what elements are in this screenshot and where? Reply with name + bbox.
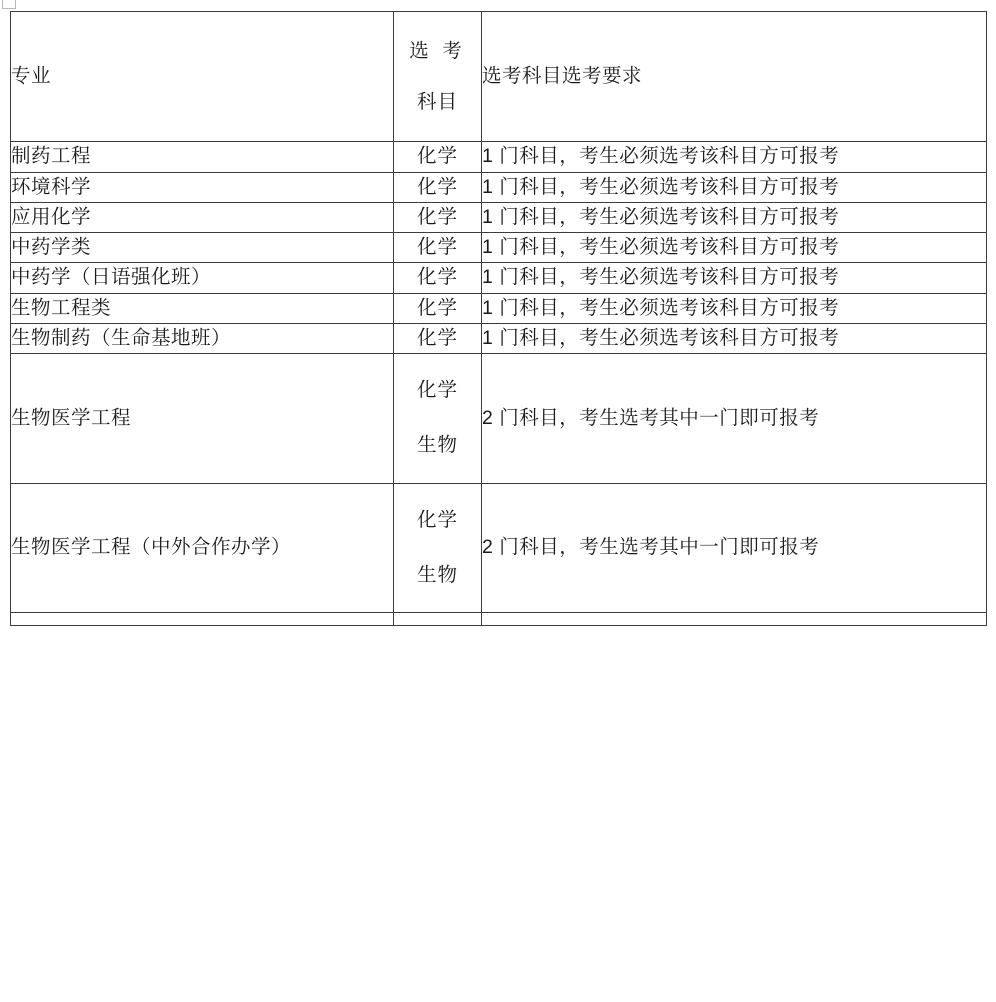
subject-line: 化学 <box>416 266 458 289</box>
cell-subject <box>394 142 482 172</box>
cell-subject <box>394 263 482 293</box>
cell-major: 生物医学工程 <box>11 354 394 484</box>
cell-requirement: 2 门科目，考生选考其中一门即可报考 <box>482 483 987 613</box>
header-cell-major: 专业 <box>11 12 394 142</box>
table-row <box>11 293 987 323</box>
subject-line: 生物 <box>416 434 458 457</box>
header-cell-subject <box>394 12 482 142</box>
table-row <box>11 142 987 172</box>
cell-major: 中药学（日语强化班） <box>11 263 394 293</box>
table-row <box>11 263 987 293</box>
scan-artifact-mark <box>2 0 16 9</box>
subject-line: 化学 <box>416 175 458 198</box>
cell-major: 应用化学 <box>11 202 394 232</box>
cell-subject <box>394 233 482 263</box>
subject-line: 化学 <box>416 145 458 168</box>
header-subject-line-2: 科目 <box>416 90 458 113</box>
cell-requirement: 1 门科目，考生必须选考该科目方可报考 <box>482 172 987 202</box>
cell-major: 中药学类 <box>11 233 394 263</box>
cell-subject <box>394 202 482 232</box>
cell-major: 生物医学工程（中外合作办学） <box>11 483 394 613</box>
subject-line: 化学 <box>416 326 458 349</box>
table-row <box>11 233 987 263</box>
cell-requirement: 1 门科目，考生必须选考该科目方可报考 <box>482 293 987 323</box>
cell-requirement: 1 门科目，考生必须选考该科目方可报考 <box>482 142 987 172</box>
header-subject-line-1: 选 考 <box>409 40 466 63</box>
header-cell-requirement: 选考科目选考要求 <box>482 12 987 142</box>
table-row <box>11 323 987 353</box>
cell-major <box>11 613 394 626</box>
cell-requirement <box>482 613 987 626</box>
cell-major: 生物制药（生命基地班） <box>11 323 394 353</box>
cell-subject <box>394 613 482 626</box>
table-row <box>11 354 987 484</box>
cell-subject <box>394 354 482 484</box>
cell-major: 环境科学 <box>11 172 394 202</box>
cell-requirement: 1 门科目，考生必须选考该科目方可报考 <box>482 233 987 263</box>
table-header-row <box>11 12 987 142</box>
table-row-clipped <box>11 613 987 626</box>
subject-line: 化学 <box>416 236 458 258</box>
cell-major: 制药工程 <box>11 142 394 172</box>
subject-line: 化学 <box>416 379 458 401</box>
cell-requirement: 1 门科目，考生必须选考该科目方可报考 <box>482 202 987 232</box>
table-container <box>10 11 986 626</box>
table-row <box>11 483 987 613</box>
cell-requirement: 2 门科目，考生选考其中一门即可报考 <box>482 354 987 484</box>
table-row <box>11 172 987 202</box>
cell-subject <box>394 293 482 323</box>
subject-line: 化学 <box>416 205 458 228</box>
cell-major: 生物工程类 <box>11 293 394 323</box>
cell-requirement: 1 门科目，考生必须选考该科目方可报考 <box>482 323 987 353</box>
elective-subject-requirements-table <box>10 11 987 626</box>
subject-line: 化学 <box>416 508 458 531</box>
cell-subject <box>394 483 482 613</box>
subject-line: 化学 <box>416 296 458 319</box>
cell-subject <box>394 323 482 353</box>
cell-subject <box>394 172 482 202</box>
cell-requirement: 1 门科目，考生必须选考该科目方可报考 <box>482 263 987 293</box>
table-row <box>11 202 987 232</box>
subject-line: 生物 <box>416 563 458 586</box>
